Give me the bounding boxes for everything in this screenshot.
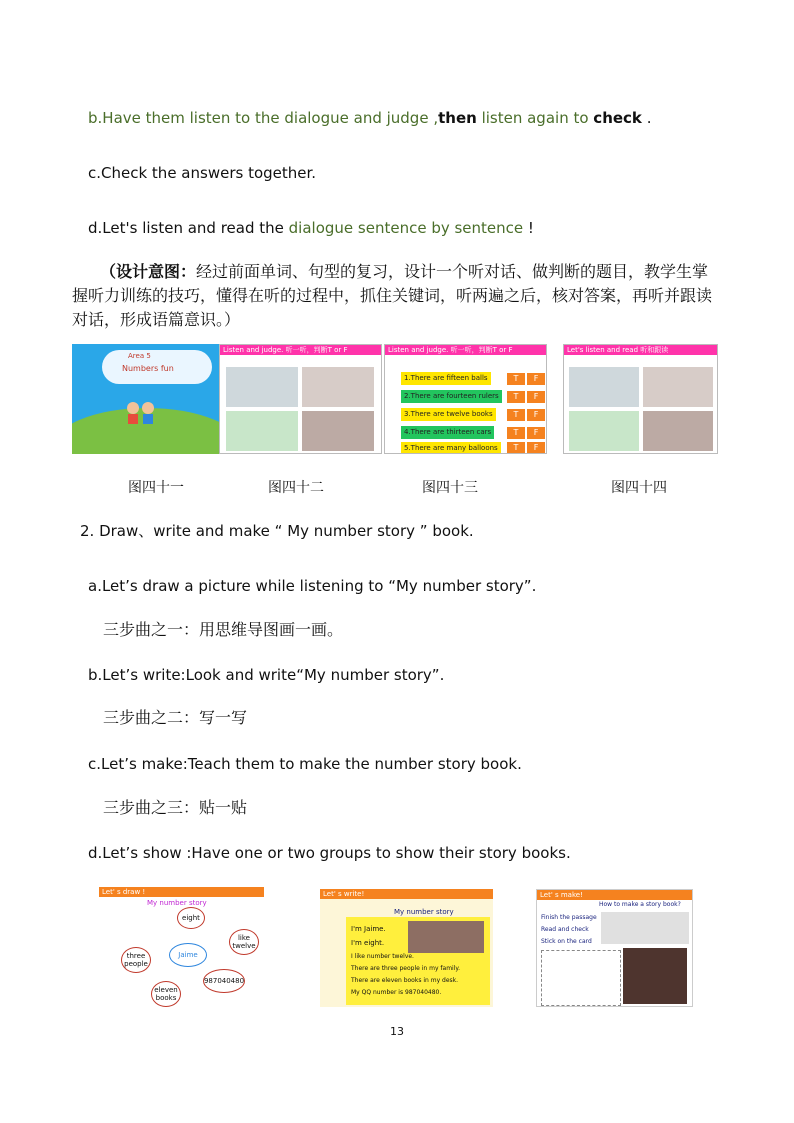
comic-panel-3: [569, 411, 639, 451]
center-node: Jaime: [169, 943, 207, 967]
write-line: I'm Jaime.: [351, 925, 386, 933]
comic-panel-3: [226, 411, 298, 451]
figure-44-bar: Let's listen and read 听和跟读: [564, 345, 717, 355]
judge-item-2: 2.There are fourteen rulers: [401, 390, 502, 403]
activity-a-cn: 三步曲之一：用思维导图画一画。: [103, 620, 344, 639]
node-like-twelve: like twelve: [229, 929, 259, 955]
t-mark: T: [507, 442, 525, 454]
make-step: Read and check: [541, 926, 589, 933]
figure-43: [384, 344, 547, 454]
t-mark: T: [507, 391, 525, 403]
judge-item-1: 1.There are fifteen balls: [401, 372, 491, 385]
kids-illustration: [127, 402, 157, 424]
figure-42: [219, 344, 382, 454]
f-mark: F: [527, 442, 545, 454]
activity-d: d.Let’s show :Have one or two groups to show their story books.: [88, 844, 571, 862]
photo: [408, 921, 484, 953]
figure-44: [563, 344, 718, 454]
comic-panel-2: [643, 367, 713, 407]
write-panel: [346, 917, 490, 1005]
activity-c-cn: 三步曲之三：贴一贴: [103, 798, 248, 817]
judge-item-3: 3.There are twelve books: [401, 408, 496, 421]
activity-c: c.Let’s make:Teach them to make the number story book.: [88, 755, 522, 773]
t-mark: T: [507, 427, 525, 439]
figure-draw: [99, 887, 264, 1007]
activity-a: a.Let’s draw a picture while listening to “My number story”.: [88, 577, 537, 595]
f-mark: F: [527, 409, 545, 421]
worksheet: [541, 950, 621, 1006]
caption-43: 图四十三: [422, 480, 478, 496]
comic-panel-1: [226, 367, 298, 407]
write-bar: Let' s write!: [320, 889, 493, 899]
make-bar: Let' s make!: [537, 890, 692, 900]
f-mark: F: [527, 427, 545, 439]
node-eight: eight: [177, 907, 205, 929]
judge-item-5: 5.There are many balloons: [401, 442, 501, 454]
make-step: Finish the passage: [541, 914, 597, 921]
node-three-people: three people: [121, 947, 151, 973]
figure-make: [536, 889, 693, 1007]
area-title: Numbers fun: [122, 364, 174, 373]
comic-panel-1: [569, 367, 639, 407]
judge-item-4: 4.There are thirteen cars: [401, 426, 494, 439]
figure-41: [72, 344, 219, 454]
comic-panel-4: [302, 411, 374, 451]
make-title: How to make a story book?: [599, 901, 681, 908]
write-line: There are three people in my family.: [351, 965, 460, 972]
step-c: c.Check the answers together.: [88, 164, 317, 182]
activity-b-cn: 三步曲之二：写一写: [103, 708, 248, 727]
step-d: d.Let's listen and read the dialogue sentence by sentence !: [88, 219, 534, 237]
node-qq: 987040480: [203, 969, 245, 993]
figure-43-bar: Listen and judge. 听一听，判断T or F: [385, 345, 546, 355]
f-mark: F: [527, 391, 545, 403]
card-photo: [601, 912, 689, 944]
draw-bar: Let' s draw !: [99, 887, 264, 897]
activity-b: b.Let’s write:Look and write“My number story”.: [88, 666, 445, 684]
comic-panel-4: [643, 411, 713, 451]
caption-42: 图四十二: [268, 480, 324, 496]
make-step: Stick on the card: [541, 938, 592, 945]
page-number: 13: [390, 1025, 404, 1038]
f-mark: F: [527, 373, 545, 385]
figure-42-bar: Listen and judge. 听一听，判断T or F: [220, 345, 381, 355]
write-line: There are eleven books in my desk.: [351, 977, 459, 984]
section-2-title: 2. Draw、write and make “ My number story ” book.: [80, 522, 474, 540]
t-mark: T: [507, 373, 525, 385]
caption-41: 图四十一: [128, 480, 184, 496]
write-line: I'm eight.: [351, 939, 385, 947]
write-title: My number story: [394, 908, 454, 916]
comic-panel-2: [302, 367, 374, 407]
design-note: （设计意图：经过前面单词、句型的复习，设计一个听对话、做判断的题目，教学生掌握听力训练的技巧，懂得在听的过程中，抓住关键词，听两遍之后，核对答案，再听并跟读对话，形成语篇意识。）: [72, 262, 713, 329]
t-mark: T: [507, 409, 525, 421]
step-b: b.Have them listen to the dialogue and judge ,then listen again to check .: [88, 109, 652, 127]
figure-write: [320, 889, 493, 1007]
write-line: My QQ number is 987040480.: [351, 989, 442, 996]
draw-title: My number story: [147, 899, 207, 907]
caption-44: 图四十四: [611, 480, 667, 496]
craft-photo: [623, 948, 687, 1004]
node-eleven-books: eleven books: [151, 981, 181, 1007]
write-line: I like number twelve.: [351, 953, 414, 960]
area-label: Area 5: [128, 352, 151, 360]
